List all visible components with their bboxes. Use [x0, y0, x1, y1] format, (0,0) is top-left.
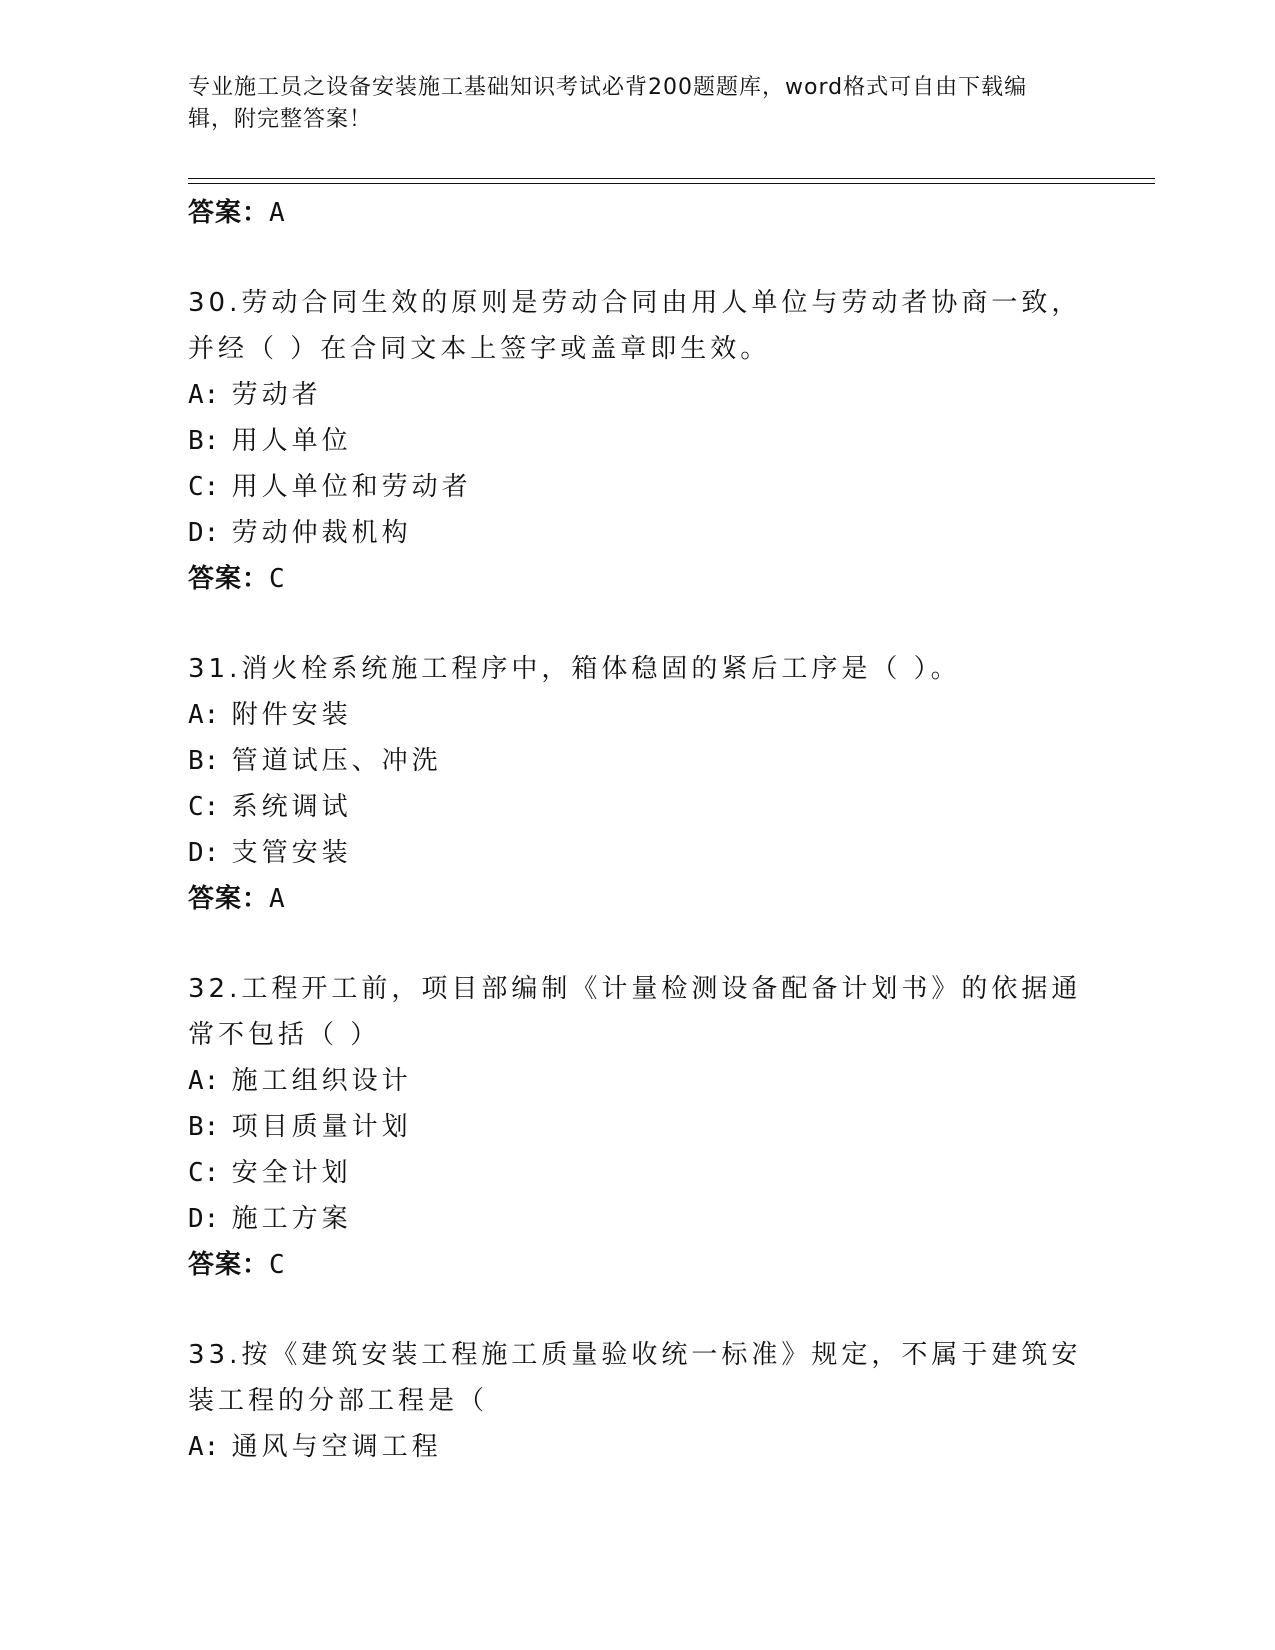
option-letter: A:: [188, 1432, 220, 1462]
option-a: [188, 1424, 1088, 1470]
option-d: [188, 830, 1088, 876]
option-letter: D:: [188, 518, 220, 548]
answer-value: A: [269, 198, 286, 228]
option-text: 项目质量计划: [231, 1112, 412, 1142]
document-header: [188, 72, 1068, 136]
option-a: [188, 372, 1088, 418]
option-d: [188, 510, 1088, 556]
option-text: 用人单位: [231, 426, 352, 456]
question-text: 31.消火栓系统施工程序中，箱体稳固的紧后工序是（ ）。: [188, 654, 961, 684]
question-item: [188, 966, 1088, 1288]
answer-line: [188, 876, 1088, 922]
option-a: [188, 692, 1088, 738]
option-text: 通风与空调工程: [231, 1432, 442, 1462]
question-item: [188, 280, 1088, 602]
option-text: 支管安装: [231, 838, 352, 868]
option-b: [188, 1104, 1088, 1150]
option-letter: A:: [188, 700, 220, 730]
option-letter: A:: [188, 380, 220, 410]
option-b: [188, 738, 1088, 784]
option-letter: C:: [188, 472, 220, 502]
answer-label: 答案：: [188, 884, 270, 914]
answer-line: [188, 1242, 1088, 1288]
option-b: [188, 418, 1088, 464]
answer-value: A: [269, 884, 286, 914]
question-list: [188, 190, 1088, 1470]
answer-line: [188, 556, 1088, 602]
question-text: 33.按《建筑安装工程施工质量验收统一标准》规定，不属于建筑安装工程的分部工程是（: [188, 1340, 1082, 1416]
question-text: 32.工程开工前，项目部编制《计量检测设备配备计划书》的依据通常不包括（ ）: [188, 974, 1082, 1050]
header-divider-bottom: [188, 183, 1155, 184]
question-text: 30.劳动合同生效的原则是劳动合同由用人单位与劳动者协商一致，并经（ ）在合同文本上签字或盖章即生效。: [188, 288, 1082, 364]
option-d: [188, 1196, 1088, 1242]
option-text: 管道试压、冲洗: [231, 746, 442, 776]
option-text: 安全计划: [231, 1158, 352, 1188]
answer-label: 答案：: [188, 198, 270, 228]
option-letter: D:: [188, 1204, 220, 1234]
header-title: 专业施工员之设备安装施工基础知识考试必背200题题库，word格式可自由下载编辑，附完整答案！: [188, 75, 1028, 132]
answer-label: 答案：: [188, 564, 270, 594]
option-letter: B:: [188, 746, 220, 776]
question-item: [188, 1332, 1088, 1470]
answer-line: [188, 190, 1088, 236]
option-letter: C:: [188, 1158, 220, 1188]
option-letter: A:: [188, 1066, 220, 1096]
option-c: [188, 1150, 1088, 1196]
option-c: [188, 464, 1088, 510]
option-letter: D:: [188, 838, 220, 868]
option-c: [188, 784, 1088, 830]
option-text: 劳动仲裁机构: [231, 518, 412, 548]
option-text: 劳动者: [231, 380, 322, 410]
option-text: 附件安装: [231, 700, 352, 730]
option-text: 系统调试: [231, 792, 352, 822]
option-letter: B:: [188, 426, 220, 456]
option-letter: C:: [188, 792, 220, 822]
option-letter: B:: [188, 1112, 220, 1142]
header-divider-top: [188, 178, 1155, 179]
option-text: 施工方案: [231, 1204, 352, 1234]
answer-value: C: [269, 1250, 286, 1280]
question-item: [188, 646, 1088, 922]
option-text: 施工组织设计: [231, 1066, 412, 1096]
option-text: 用人单位和劳动者: [231, 472, 472, 502]
answer-label: 答案：: [188, 1250, 270, 1280]
answer-value: C: [269, 564, 286, 594]
option-a: [188, 1058, 1088, 1104]
